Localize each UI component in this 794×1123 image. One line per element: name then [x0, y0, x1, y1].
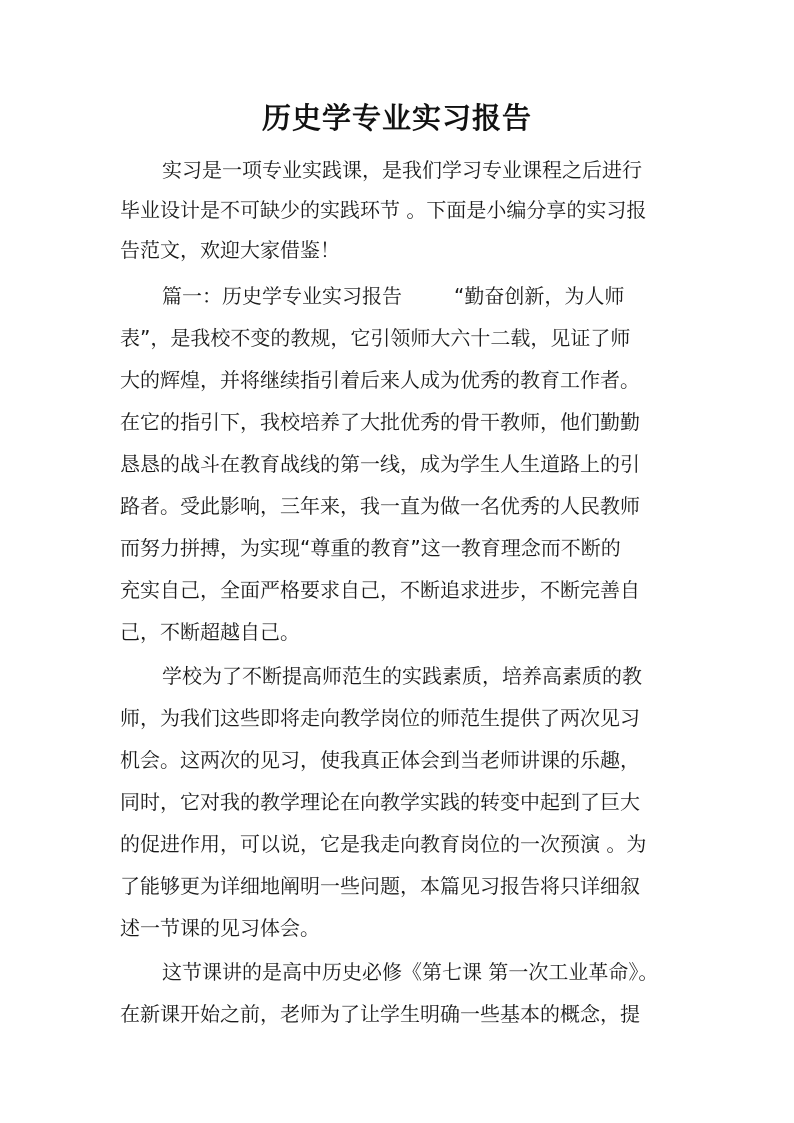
text-line: 己，不断超越自己。 [120, 620, 300, 644]
text-line: 表”，是我校不变的教规，它引领师大六十二载，见证了师 [120, 326, 631, 350]
text-line: 在它的指引下，我校培养了大批优秀的骨干教师，他们勤勤 [120, 410, 640, 434]
text-line: 的促进作用，可以说，它是我走向教育岗位的一次预演 。为 [120, 832, 647, 856]
text-line: 恳恳的战斗在教育战线的第一线，成为学生人生道路上的引 [120, 452, 640, 476]
text-line: 学校为了不断提高师范生的实践素质，培养高素质的教 [162, 664, 642, 688]
text-line-composite [162, 282, 624, 310]
text-line: 这节课讲的是高中历史必修《第七课 第一次工业革命》。 [162, 960, 659, 984]
document-title: 历史学专业实习报告 [261, 101, 532, 135]
text-line: 了能够更为详细地阐明一些问题，本篇见习报告将只详细叙 [120, 874, 640, 898]
text-line: 同时，它对我的教学理论在向教学实践的转变中起到了巨大 [120, 790, 640, 814]
text-line: 在新课开始之前，老师为了让学生明确一些基本的概念，提 [120, 1002, 640, 1026]
text-line: 大的辉煌，并将继续指引着后来人成为优秀的教育工作者。 [120, 368, 640, 392]
section-heading: 篇一：历史学专业实习报告 [162, 284, 402, 308]
text-line: 路者。受此影响，三年来，我一直为做一名优秀的人民教师 [120, 494, 640, 518]
text-line: 充实自己，全面严格要求自己，不断追求进步，不断完善自 [120, 578, 640, 602]
text-line: 告范文，欢迎大家借鉴！ [120, 238, 340, 262]
text-line: 实习是一项专业实践课，是我们学习专业课程之后进行 [162, 158, 642, 182]
text-line: 毕业设计是不可缺少的实践环节 。下面是小编分享的实习报 [120, 198, 647, 222]
text-line: 述一节课的见习体会。 [120, 916, 320, 940]
text-line: 师，为我们这些即将走向教学岗位的师范生提供了两次见习 [120, 706, 640, 730]
text-line: 机会。这两次的见习，使我真正体会到当老师讲课的乐趣， [120, 748, 640, 772]
quote-start: “勤奋创新，为人师 [454, 284, 625, 308]
text-line: 而努力拼搏，为实现“尊重的教育”这一教育理念而不断的 [120, 536, 621, 560]
